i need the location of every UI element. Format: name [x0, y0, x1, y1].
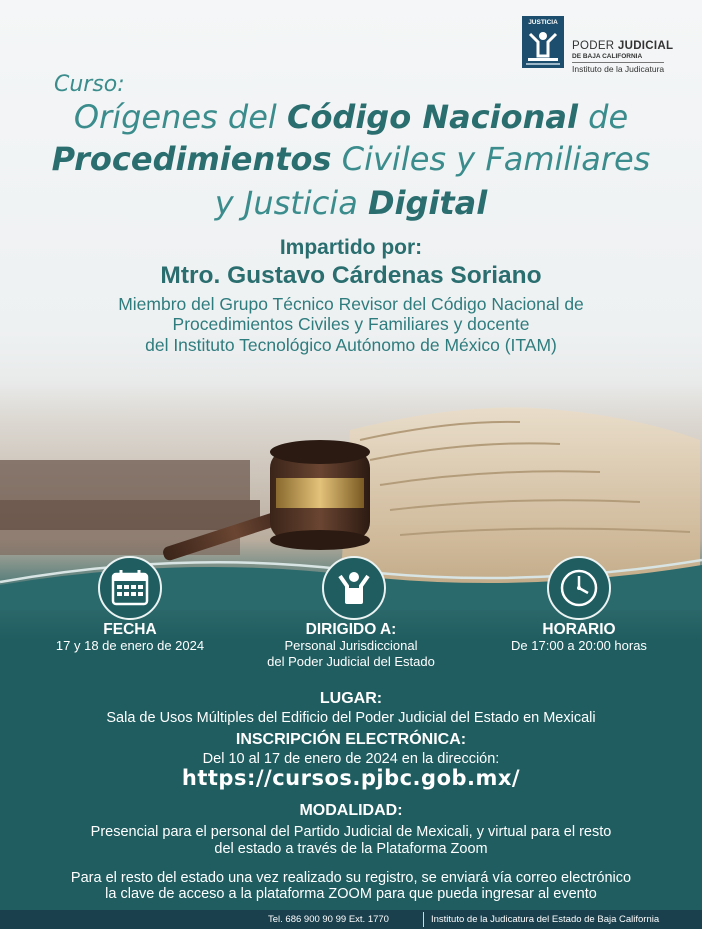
course-title-line-3: y Justicia Digital: [214, 184, 488, 222]
lugar-label: LUGAR:: [319, 690, 383, 707]
note-line-1: Para el resto del estado una vez realizado su registro, se enviará vía correo electrónico: [70, 870, 632, 886]
course-title-line-2: Procedimientos Civiles y Familiares: [51, 140, 651, 178]
modalidad-line-1: Presencial para el personal del Partido Judicial de Mexicali, y virtual para el resto: [90, 824, 612, 840]
dirigido-value-1: Personal Jurisdiccional: [284, 638, 418, 653]
course-title-line-1: Orígenes del Código Nacional de: [73, 98, 629, 136]
calendar-icon: [110, 568, 150, 608]
footer-phone: Tel. 686 900 90 99 Ext. 1770: [268, 914, 389, 925]
fecha-value: 17 y 18 de enero de 2024: [55, 638, 205, 653]
registration-url[interactable]: https://cursos.pjbc.gob.mx/: [181, 766, 521, 790]
inscripcion-value: Del 10 al 17 de enero de 2024 en la dirección:: [202, 751, 500, 767]
dirigido-value-2: del Poder Judicial del Estado: [267, 654, 435, 669]
speaker-desc-2: Procedimientos Civiles y Familiares y docente: [172, 314, 530, 334]
speaker-desc-1: Miembro del Grupo Técnico Revisor del Código Nacional de: [118, 294, 584, 314]
justice-emblem-icon: [520, 14, 566, 70]
horario-label: HORARIO: [542, 621, 616, 638]
clock-badge: [547, 556, 611, 620]
modalidad-line-2: del estado a través de la Plataforma Zoom: [214, 841, 488, 857]
dirigido-label: DIRIGIDO A:: [305, 621, 397, 638]
modalidad-label: MODALIDAD:: [299, 802, 403, 819]
calendar-badge: [98, 556, 162, 620]
footer-divider: [423, 912, 424, 927]
lugar-value: Sala de Usos Múltiples del Edificio del Poder Judicial del Estado en Mexicali: [106, 710, 596, 726]
people-icon: [334, 568, 374, 608]
footer-institution: Instituto de la Judicatura del Estado de Baja California: [431, 914, 660, 925]
logo: [520, 14, 690, 74]
audience-badge: [322, 556, 386, 620]
logo-line-3: Instituto de la Judicatura: [572, 64, 665, 74]
fecha-label: FECHA: [103, 621, 157, 638]
speaker-label: Impartido por:: [279, 236, 423, 259]
course-label: Curso:: [54, 72, 125, 97]
horario-value: De 17:00 a 20:00 horas: [511, 638, 647, 653]
logo-line-1: PODER JUDICIAL: [572, 40, 674, 52]
clock-icon: [559, 568, 599, 608]
inscripcion-label: INSCRIPCIÓN ELECTRÓNICA:: [235, 731, 467, 748]
emblem-text: JUSTICIA: [528, 19, 558, 26]
speaker-name: Mtro. Gustavo Cárdenas Soriano: [160, 262, 542, 289]
speaker-desc-3: del Instituto Tecnológico Autónomo de México (ITAM): [145, 335, 557, 355]
logo-line-2: DE BAJA CALIFORNIA: [572, 53, 643, 60]
footer-bar: [0, 910, 702, 929]
note-line-2: la clave de acceso a la plataforma ZOOM para que pueda ingresar al evento: [105, 886, 597, 902]
